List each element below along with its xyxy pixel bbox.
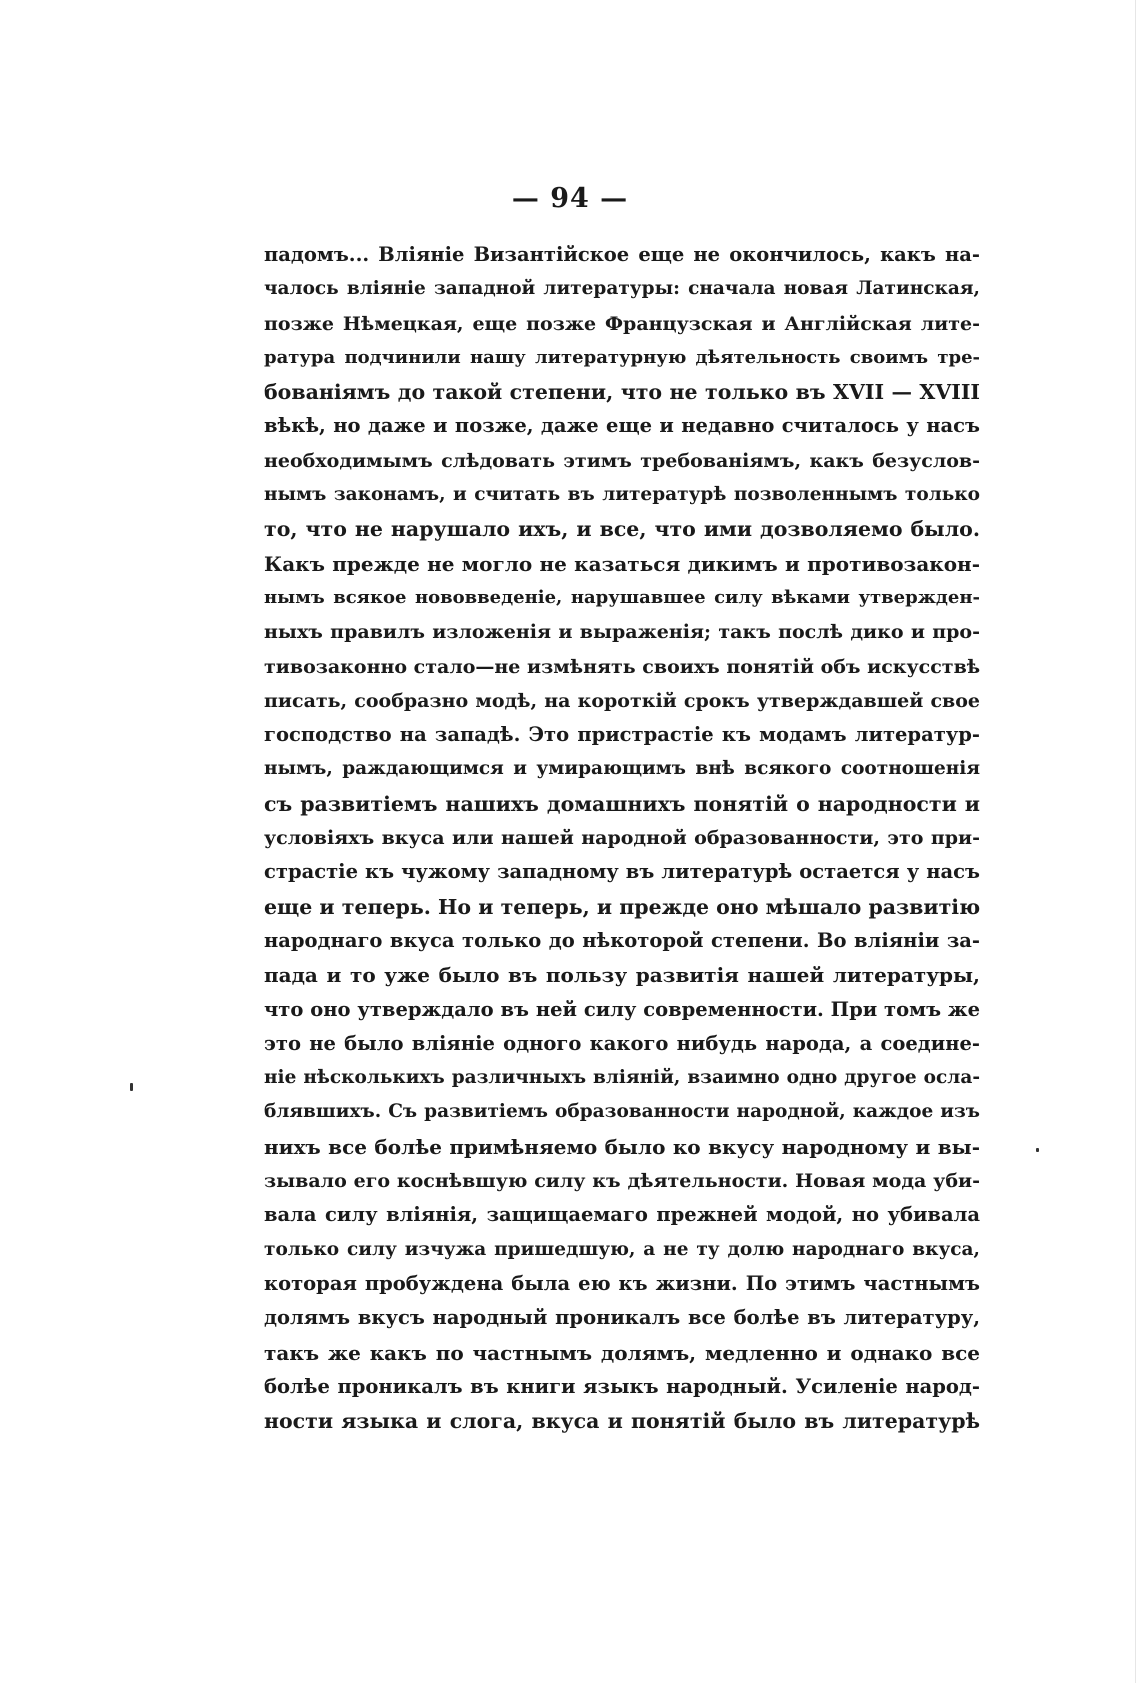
text-line: необходимымъ слѣдовать этимъ требованіямъ, какъ безуслов-: [264, 449, 980, 472]
text-line: условіяхъ вкуса или нашей народной образованности, это при-: [264, 827, 980, 850]
body-text: [264, 238, 980, 1438]
text-line: бованіямъ до такой степени, что не только въ XVII — XVIII: [264, 380, 980, 405]
text-line: долямъ вкусъ народный проникалъ все болѣе въ литературу,: [264, 1306, 980, 1330]
text-line: зывало его коснѣвшую силу къ дѣятельности. Новая мода уби-: [264, 1170, 980, 1193]
margin-speck-left: [130, 1083, 133, 1091]
page-edge-rule: [1135, 0, 1136, 1683]
text-line: вала силу вліянія, защищаемаго прежней модой, но убивала: [264, 1203, 980, 1227]
text-line: писать, сообразно модѣ, на короткій срокъ утверждавшей свое: [264, 689, 980, 712]
text-line: это не было вліяніе одного какого нибудь народа, а соедине-: [264, 1031, 980, 1055]
text-line: нымъ, раждающимся и умирающимъ внѣ всякого соотношенія: [264, 758, 980, 780]
text-line: нымъ законамъ, и считать въ литературѣ позволеннымъ только: [264, 484, 980, 506]
text-line: ныхъ правилъ изложенія и выраженія; такъ послѣ дико и про-: [264, 621, 980, 644]
text-line: только силу изчужа пришедшую, а не ту долю народнаго вкуса,: [264, 1238, 980, 1260]
text-line: Какъ прежде не могло не казаться дикимъ и противозакон-: [264, 551, 980, 576]
text-line: ратура подчинили нашу литературную дѣятельность своимъ тре-: [264, 346, 980, 368]
text-line: падомъ... Вліяніе Византійское еще не окончилось, какъ на-: [264, 243, 980, 266]
text-line: то, что не нарушало ихъ, и все, что ими дозволяемо было.: [264, 517, 980, 542]
text-line: чалось вліяніе западной литературы: сначала новая Латинская,: [264, 278, 980, 300]
text-line: нымъ всякое нововведеніе, нарушавшее силу вѣками утвержден-: [264, 586, 980, 608]
text-line: пада и то уже было въ пользу развитія нашей литературы,: [264, 963, 980, 988]
text-line: ніе нѣсколькихъ различныхъ вліяній, взаимно одно другое осла-: [264, 1067, 980, 1089]
text-line: такъ же какъ по частнымъ долямъ, медленно и однако все: [264, 1340, 980, 1365]
text-line: ности языка и слога, вкуса и понятій было въ литературѣ: [264, 1409, 980, 1434]
text-line: нихъ все болѣе примѣняемо было ко вкусу народному и вы-: [264, 1134, 980, 1159]
text-line: народнаго вкуса только до нѣкоторой степени. Во вліяніи за-: [264, 928, 980, 952]
text-line: страстіе къ чужому западному въ литературѣ остается у насъ: [264, 860, 980, 884]
text-line: позже Нѣмецкая, еще позже Французская и Англійская лите-: [264, 312, 980, 335]
text-line: съ развитіемъ нашихъ домашнихъ понятій о народности и: [264, 791, 980, 816]
text-line: еще и теперь. Но и теперь, и прежде оно мѣшало развитію: [264, 894, 980, 919]
page-number: — 94 —: [511, 183, 629, 214]
text-line: что оно утверждало въ ней силу современности. При томъ же: [264, 997, 980, 1021]
text-line: вѣкѣ, но даже и позже, даже еще и недавно считалось у насъ: [264, 414, 980, 438]
text-line: болѣе проникалъ въ книги языкъ народный. Усиленіе народ-: [264, 1374, 980, 1398]
text-line: тивозаконно стало—не измѣнять своихъ понятій объ искусствѣ: [264, 655, 980, 678]
margin-speck-right: [1036, 1148, 1039, 1152]
text-line: которая пробуждена была ею къ жизни. По этимъ частнымъ: [264, 1271, 980, 1295]
text-line: блявшихъ. Съ развитіемъ образованности народной, каждое изъ: [264, 1101, 980, 1123]
text-line: господство на западѣ. Это пристрастіе къ модамъ литератур-: [264, 723, 980, 747]
